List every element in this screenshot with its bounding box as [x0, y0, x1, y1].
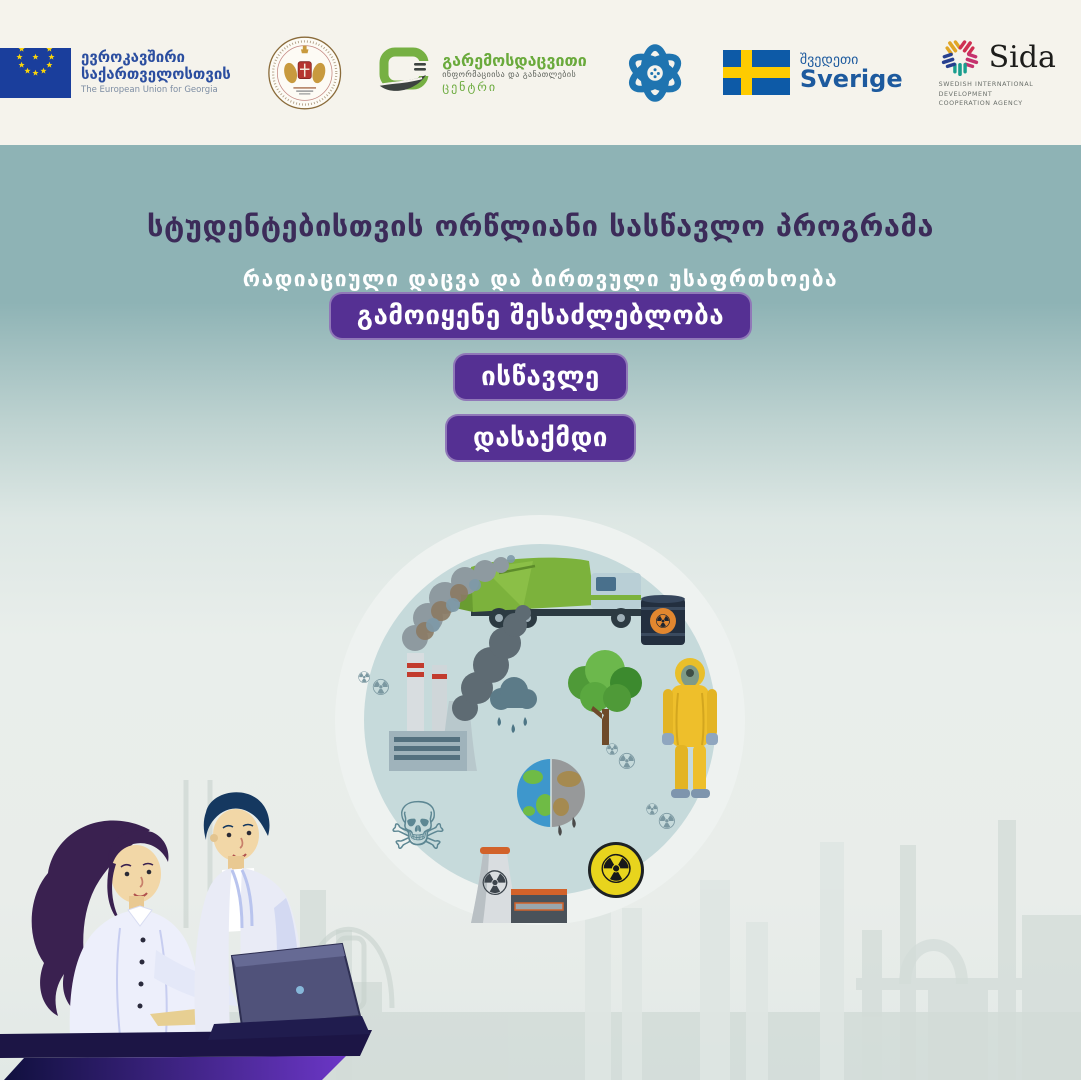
eu-text-georgian-2: საქართველოსთვის [81, 65, 231, 84]
atom-icon [623, 39, 687, 107]
radioactive-waste-barrel [641, 595, 685, 645]
eiec-text-line2: ინფორმაციისა და განათლების [442, 70, 577, 80]
slogan-badges [0, 292, 1081, 462]
sweden-flag-icon [723, 50, 790, 95]
svg-text:☢: ☢ [357, 668, 372, 687]
georgia-coat-of-arms-icon [267, 33, 342, 113]
eu-text-georgian-1: ევროკავშირი [81, 47, 185, 66]
students-scene [0, 778, 400, 1080]
svg-text:☢: ☢ [605, 740, 620, 759]
sida-pinwheel-icon [939, 36, 981, 78]
sweden-text-georgian: შვედეთი [799, 51, 859, 68]
svg-text:☢: ☢ [371, 676, 391, 701]
svg-text:☢: ☢ [479, 864, 511, 904]
desk [0, 1030, 372, 1080]
badge-employ: დასაქმდი [445, 414, 636, 462]
eu-logo [0, 48, 231, 98]
sida-subtext-2: COOPERATION AGENCY [938, 100, 1023, 108]
eiec-logo-icon [378, 47, 432, 99]
svg-text:☢: ☢ [645, 800, 660, 819]
svg-text:☢: ☢ [657, 810, 677, 835]
badge-learn: ისწავლე [453, 353, 628, 401]
eiec-text-line1: გარემოსდაცვითი [442, 50, 587, 70]
sida-logo [939, 36, 1081, 108]
eu-text-english: The European Union for Georgia [81, 85, 218, 96]
eiec-text-line3: ცენტრი [442, 79, 498, 94]
svg-text:☢: ☢ [617, 750, 637, 775]
partner-logo-strip [0, 0, 1081, 145]
radiation-warning-sign [588, 842, 644, 898]
badge-opportunity: გამოიყენე შესაძლებლობა [329, 292, 752, 340]
sida-subtext-1: SWEDISH INTERNATIONAL DEVELOPMENT [938, 81, 1034, 98]
sweden-logo [723, 50, 903, 95]
svg-text:☢: ☢ [598, 847, 634, 893]
eiec-logo [378, 47, 587, 99]
svg-text:☢: ☢ [654, 611, 672, 633]
skull-and-crossbones: ☠ [388, 788, 448, 865]
page-title: სტუდენტებისთვის ორწლიანი სასწავლო პროგრამა [147, 209, 934, 244]
laptop [208, 944, 370, 1040]
sweden-text-swedish: Sverige [799, 65, 903, 94]
sida-wordmark: Sida [988, 39, 1056, 75]
eu-flag-icon [0, 48, 71, 98]
page-subtitle: რადიაციული დაცვა და ბირთვული უსაფრთხოება [242, 267, 839, 292]
